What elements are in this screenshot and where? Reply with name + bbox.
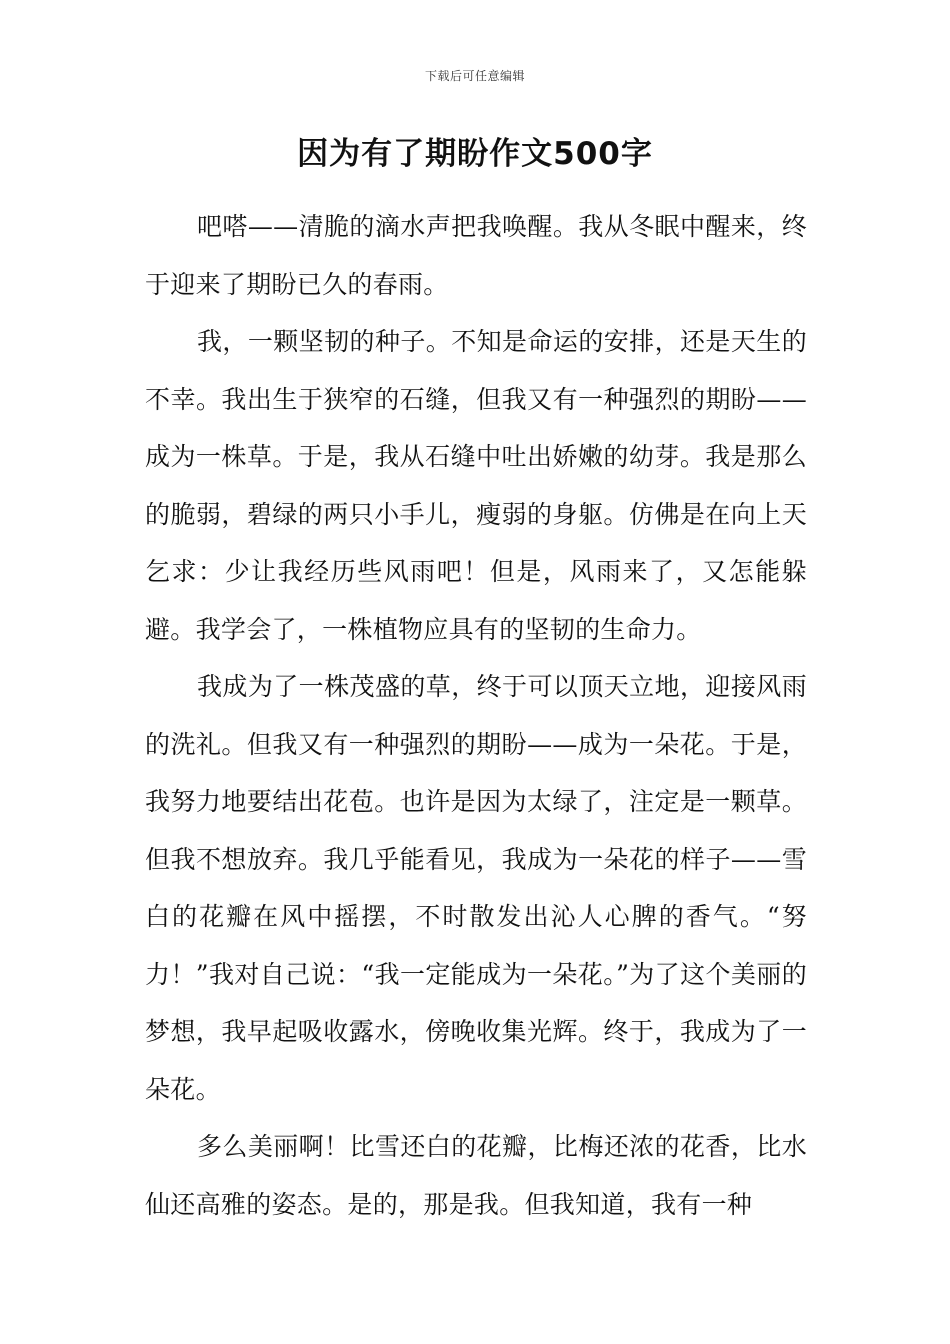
- paragraph-3: 我成为了一株茂盛的草，终于可以顶天立地，迎接风雨的洗礼。但我又有一种强烈的期盼——成为一朵花。于是，我努力地要结出花苞。也许是因为太绿了，注定是一颗草。但我不想放弃。我几乎能看见，我成为一朵花的样子——雪白的花瓣在风中摇摆，不时散发出沁人心脾的香气。“努力！”我对自己说：“我一定能成为一朵花。”为了这个美丽的梦想，我早起吸收露水，傍晚收集光辉。终于，我成为了一朵花。: [145, 672, 807, 1104]
- paragraph-1: 吧嗒——清脆的滴水声把我唤醒。我从冬眠中醒来，终于迎来了期盼已久的春雨。: [145, 212, 807, 299]
- paragraph-2: 我，一颗坚韧的种子。不知是命运的安排，还是天生的不幸。我出生于狭窄的石缝，但我又有一种强烈的期盼——成为一株草。于是，我从石缝中吐出娇嫩的幼芽。我是那么的脆弱，碧绿的两只小手儿，瘦弱的身躯。仿佛是在向上天乞求：少让我经历些风雨吧！但是，风雨来了，又怎能躲避。我学会了，一株植物应具有的坚韧的生命力。: [145, 327, 807, 644]
- header-note: 下载后可任意编辑: [424, 69, 525, 83]
- paragraph-4: 多么美丽啊！比雪还白的花瓣，比梅还浓的花香，比水仙还高雅的姿态。是的，那是我。但我知道，我有一种: [145, 1132, 807, 1219]
- document-body: [145, 198, 807, 1233]
- document-title: 因为有了期盼作文500字: [297, 136, 653, 172]
